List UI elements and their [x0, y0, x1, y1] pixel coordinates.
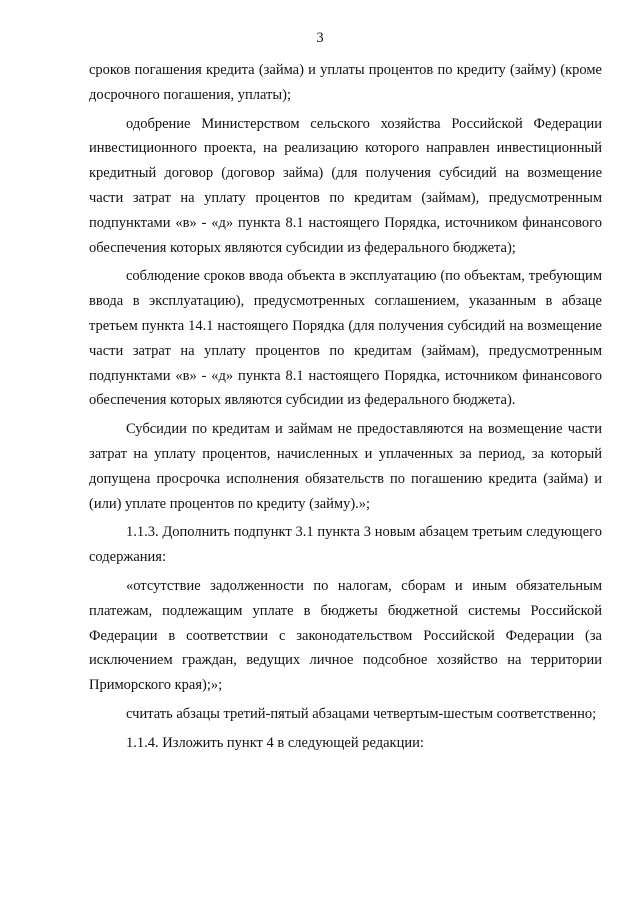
paragraph-subsidies-restriction: Субсидии по кредитам и займам не предоставляются на возмещение части затрат на уплату процентов, начисленных и уплаченных за период, за который допущена просрочка исполнения обязательств по погашению кредита (займа) и (или) уплате процентов по кредиту (займу).»; [89, 421, 602, 512]
paragraph-no-debt: «отсутствие задолженности по налогам, сборам и иным обязательным платежам, подлежащим уплате в бюджеты бюджетной системы Российской Федерации в соответствии с законодательством Российской Федерации (за исключением граждан, ведущих личное подсобное хозяйство на территории Приморского края);»; [89, 577, 602, 694]
page-number: 3 [316, 30, 324, 46]
paragraph-item-1-1-3: 1.1.3. Дополнить подпункт 3.1 пункта 3 новым абзацем третьим следующего содержания: [89, 524, 602, 566]
paragraph-continuation: сроков погашения кредита (займа) и уплаты процентов по кредиту (займу) (кроме досрочного погашения, уплаты); [89, 62, 602, 103]
paragraph-item-1-1-4: 1.1.4. Изложить пункт 4 в следующей редакции: [126, 734, 424, 751]
paragraph-approval: одобрение Министерством сельского хозяйства Российской Федерации инвестиционного проекта, на реализацию которого направлен инвестиционный кредитный договор (договор займа) (для получения субсидий на возмещение части затрат на уплату процентов по кредитам (займам), предусмотренным подпунктами «в» - «д» пункта 8.1 настоящего Порядка, источником финансового обеспечения которых являются субсидии из федерального бюджета); [89, 115, 602, 256]
document-body [89, 58, 602, 756]
paragraph-deadlines: соблюдение сроков ввода объекта в эксплуатацию (по объектам, требующим ввода в эксплуатацию), предусмотренных соглашением, указанным в абзаце третьем пункта 14.1 настоящего Порядка (для получения субсидий на возмещение части затрат на уплату процентов по кредитам (займам), предусмотренным подпунктами «в» - «д» пункта 8.1 настоящего Порядка, источником финансового обеспечения которых являются субсидии из федерального бюджета). [89, 268, 602, 409]
paragraph-renumbering: считать абзацы третий-пятый абзацами четвертым-шестым соответственно; [126, 705, 597, 722]
